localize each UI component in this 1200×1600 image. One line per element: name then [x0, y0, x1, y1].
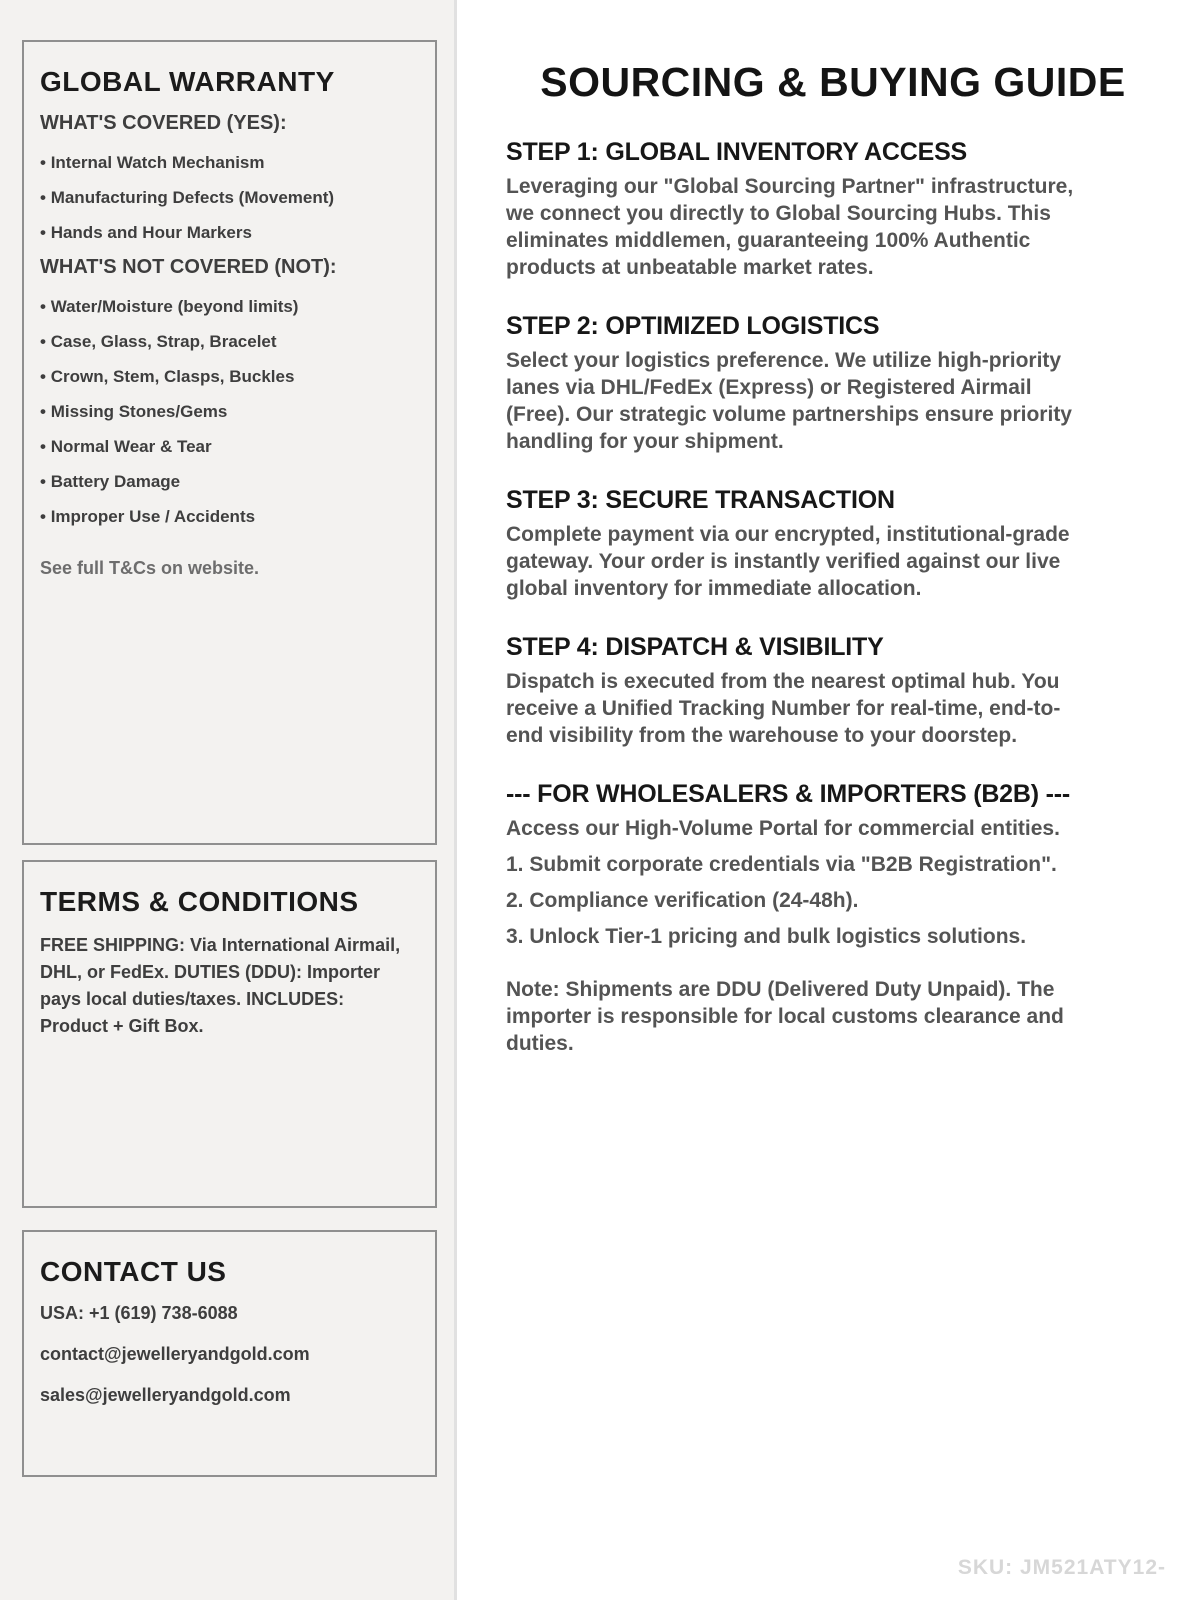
terms-body: FREE SHIPPING: Via International Airmail, DHL, or FedEx. DUTIES (DDU): Importer pays local duties/taxes. INCLUDES: Product + Gift Box.	[40, 935, 401, 1037]
sales-email: sales@jewelleryandgold.com	[40, 1385, 291, 1406]
list-item: • Hands and Hour Markers	[40, 221, 417, 244]
contact-email: contact@jewelleryandgold.com	[40, 1344, 310, 1365]
contact-phone: USA: +1 (619) 738-6088	[40, 1303, 238, 1324]
section-step-1	[506, 137, 1160, 281]
sourcing-guide	[460, 0, 1200, 1057]
terms-title: TERMS & CONDITIONS	[40, 886, 359, 917]
contact-panel	[22, 1230, 437, 1477]
ddu-note: Note: Shipments are DDU (Delivered Duty Unpaid). The importer is responsible for local customs clearance and duties.	[506, 978, 1064, 1056]
terms-panel	[22, 860, 437, 1208]
not-covered-list	[40, 295, 417, 528]
covered-list	[40, 151, 417, 244]
step-heading: STEP 1: GLOBAL INVENTORY ACCESS	[506, 138, 968, 167]
terms-footnote: See full T&Cs on website.	[40, 558, 260, 579]
step-paragraph: Complete payment via our encrypted, institutional-grade gateway. Your order is instantly verified against our live global inventory for immediate allocation.	[506, 523, 1070, 601]
b2b-paragraph: Access our High-Volume Portal for commercial entities.	[506, 817, 1060, 841]
covered-subtitle: WHAT'S COVERED (YES):	[40, 112, 287, 135]
step-paragraph: Select your logistics preference. We utilize high-priority lanes via DHL/FedEx (Express) or Registered Airmail (Free). Our strategic volume partnerships ensure priority handling for your shipment.	[506, 349, 1072, 454]
step-heading: STEP 4: DISPATCH & VISIBILITY	[506, 633, 884, 662]
list-item: • Crown, Stem, Clasps, Buckles	[40, 365, 417, 388]
step-heading: STEP 3: SECURE TRANSACTION	[506, 486, 895, 515]
list-item: • Internal Watch Mechanism	[40, 151, 417, 174]
contact-title: CONTACT US	[40, 1256, 227, 1287]
section-step-4	[506, 632, 1160, 749]
sidebar	[0, 0, 457, 1600]
b2b-step-2: 2. Compliance verification (24-48h).	[506, 889, 859, 913]
list-item: • Water/Moisture (beyond limits)	[40, 295, 417, 318]
b2b-heading: --- FOR WHOLESALERS & IMPORTERS (B2B) ---	[506, 780, 1070, 809]
list-item: • Case, Glass, Strap, Bracelet	[40, 330, 417, 353]
list-item: • Missing Stones/Gems	[40, 400, 417, 423]
b2b-step-3: 3. Unlock Tier-1 pricing and bulk logistics solutions.	[506, 925, 1027, 949]
step-paragraph: Dispatch is executed from the nearest optimal hub. You receive a Unified Tracking Number for real-time, end-to-end visibility from the warehouse to your doorstep.	[506, 670, 1061, 748]
not-covered-subtitle: WHAT'S NOT COVERED (NOT):	[40, 256, 337, 279]
step-paragraph: Leveraging our "Global Sourcing Partner" infrastructure, we connect you directly to Global Sourcing Hubs. This eliminates middlemen, guaranteeing 100% Authentic products at unbeatable market rates.	[506, 175, 1074, 280]
warranty-title: GLOBAL WARRANTY	[40, 66, 335, 97]
warranty-panel	[22, 40, 437, 845]
section-b2b	[506, 779, 1160, 1057]
section-step-2	[506, 311, 1160, 455]
list-item: • Normal Wear & Tear	[40, 435, 417, 458]
b2b-step-1: 1. Submit corporate credentials via "B2B Registration".	[506, 853, 1057, 877]
sku-label: SKU: JM521ATY12-	[957, 1556, 1166, 1579]
list-item: • Improper Use / Accidents	[40, 505, 417, 528]
list-item: • Manufacturing Defects (Movement)	[40, 186, 417, 209]
list-item: • Battery Damage	[40, 470, 417, 493]
step-heading: STEP 2: OPTIMIZED LOGISTICS	[506, 312, 880, 341]
page-title: SOURCING & BUYING GUIDE	[540, 59, 1126, 105]
section-step-3	[506, 485, 1160, 602]
